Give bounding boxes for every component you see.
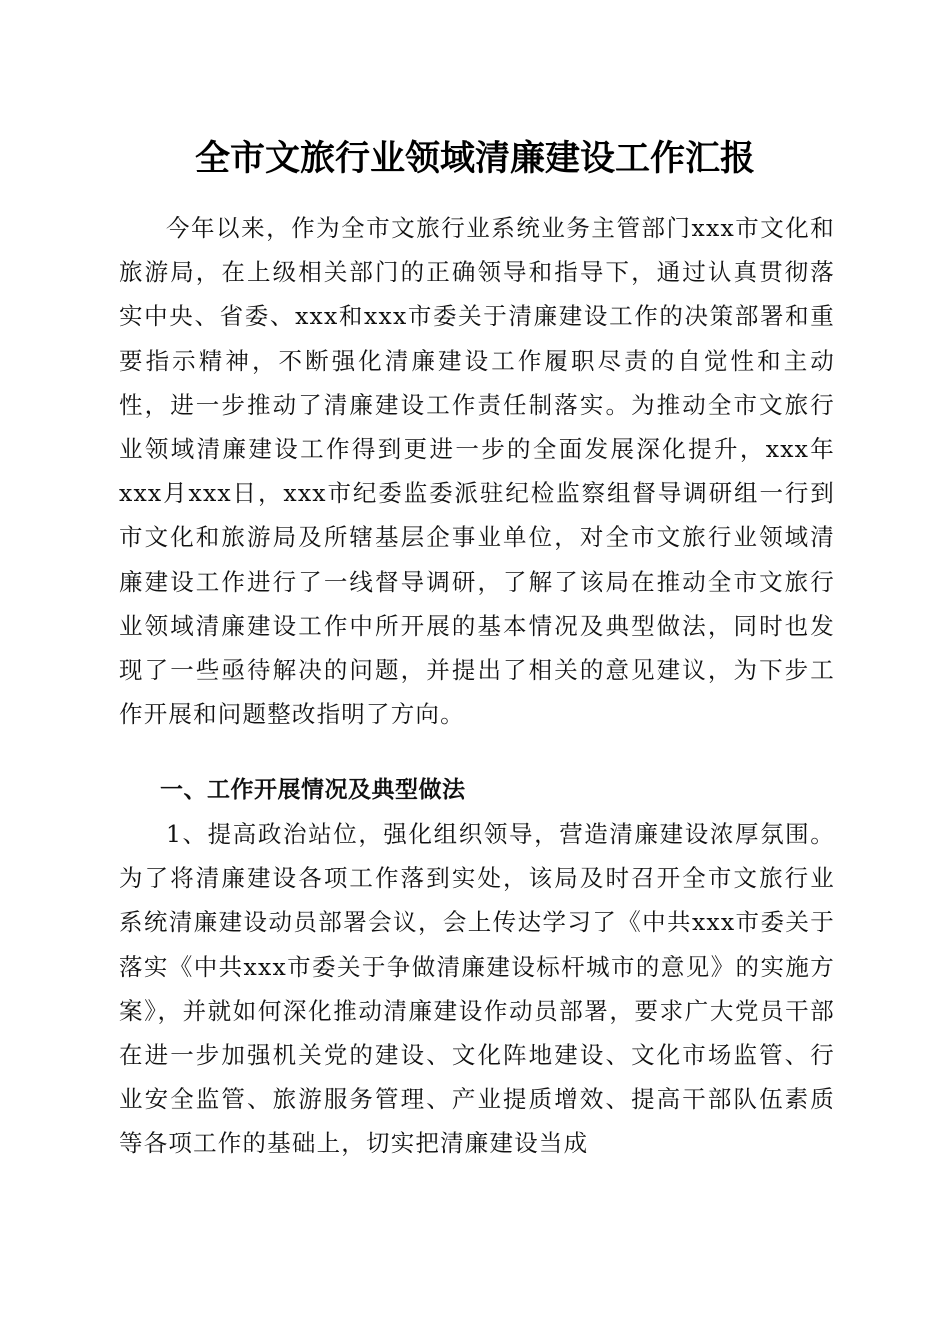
body-paragraph-intro: 今年以来，作为全市文旅行业系统业务主管部门xxx市文化和旅游局，在上级相关部门的正确领导和指导下，通过认真贯彻落实中央、省委、xxx和xxx市委关于清廉建设工作的决策部署和重要指示精神，不断强化清廉建设工作履职尽责的自觉性和主动性，进一步推动了清廉建设工作责任制落实。为推动全市文旅行业领域清廉建设工作得到更进一步的全面发展深化提升，xxx年xxx月xxx日，xxx市纪委监委派驻纪检监察组督导调研组一行到市文化和旅游局及所辖基层企事业单位，对全市文旅行业领域清廉建设工作进行了一线督导调研，了解了该局在推动全市文旅行业领域清廉建设工作中所开展的基本情况及典型做法，同时也发现了一些亟待解决的问题，并提出了相关的意见建议，为下步工作开展和问题整改指明了方向。 xyxy=(119,214,835,729)
section-heading: 一、工作开展情况及典型做法 xyxy=(160,777,466,803)
document-title: 全市文旅行业领域清廉建设工作汇报 xyxy=(194,138,755,179)
body-paragraph-section-1: 1、提高政治站位，强化组织领导，营造清廉建设浓厚氛围。为了将清廉建设各项工作落到实处，该局及时召开全市文旅行业系统清廉建设动员部署会议，会上传达学习了《中共xxx市委关于落实《中共xxx市委关于争做清廉建设标杆城市的意见》的实施方案》，并就如何深化推动清廉建设作动员部署，要求广大党员干部在进一步加强机关党的建设、文化阵地建设、文化市场监管、行业安全监管、旅游服务管理、产业提质增效、提高干部队伍素质等各项工作的基础上，切实把清廉建设当成 xyxy=(119,820,835,1158)
